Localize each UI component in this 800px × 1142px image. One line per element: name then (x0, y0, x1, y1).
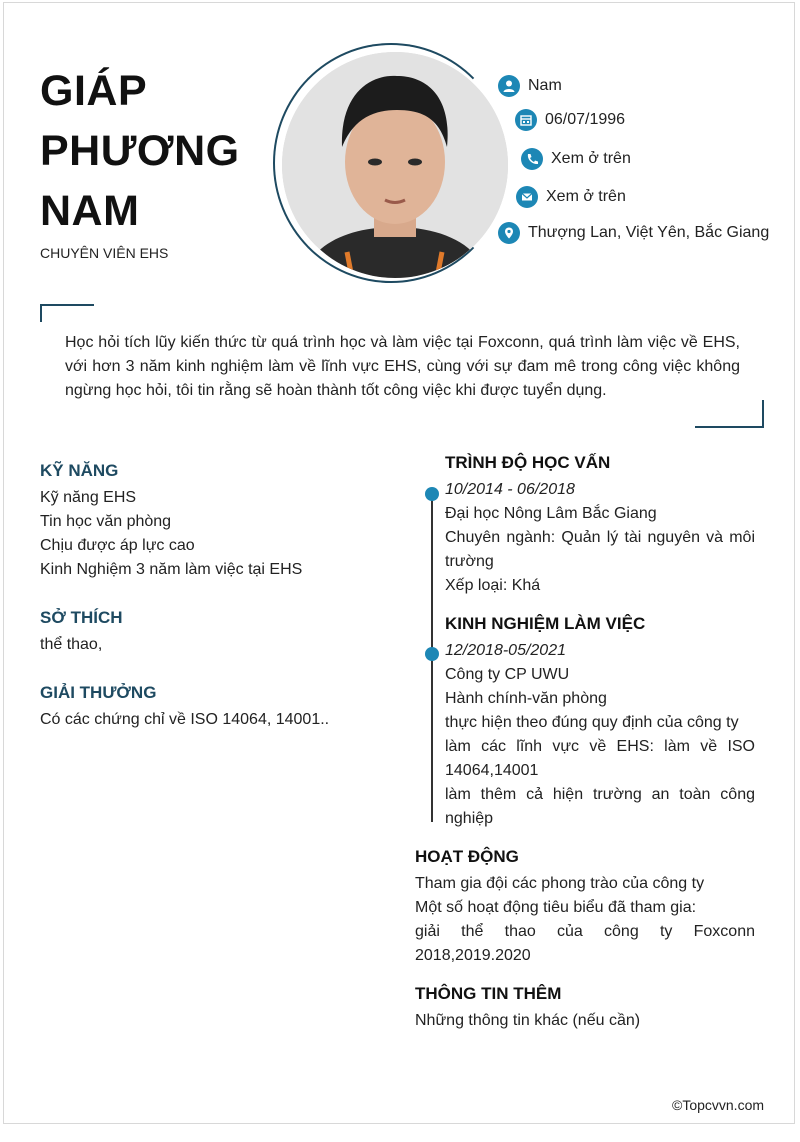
activities-text: giải thể thao của công ty Foxconn 2018,2019.2020 (415, 923, 755, 964)
gender-value: Nam (528, 77, 562, 94)
career-objective: Học hỏi tích lũy kiến thức từ quá trình học và làm việc tại Foxconn, quá trình làm việc về EHS, với hơn 3 năm kinh nghiệm làm về lĩnh vực EHS, cùng với sự đam mê trong công việc không ngừng học hỏi, tôi tin rằng sẽ hoàn thành tốt công việc khi được tuyển dụng. (65, 334, 740, 399)
skill-item: Chịu được áp lực cao (40, 537, 195, 554)
hobbies-heading: SỞ THÍCH (40, 608, 123, 627)
profile-photo (282, 52, 508, 278)
skill-item: Kỹ năng EHS (40, 489, 137, 506)
name-line-1: GIÁP (40, 67, 148, 115)
contact-address (498, 222, 769, 244)
location-icon (498, 222, 520, 244)
name-line-3: NAM (40, 187, 140, 235)
experience-duty: thực hiện theo đúng quy định của công ty (445, 714, 739, 731)
activities-text: Một số hoạt động tiêu biểu đã tham gia: (415, 899, 697, 916)
awards-heading: GIẢI THƯỞNG (40, 683, 157, 702)
birthday-value: 06/07/1996 (545, 111, 626, 128)
email-icon (516, 186, 538, 208)
contact-gender (498, 75, 562, 97)
phone-value: Xem ở trên (551, 150, 631, 167)
experience-duty: làm các lĩnh vực về EHS: làm về ISO 14064,14001 (445, 738, 755, 779)
activities-text: Tham gia đội các phong trào của công ty (415, 875, 705, 892)
education-school: Đại học Nông Lâm Bắc Giang (445, 505, 657, 522)
experience-company: Công ty CP UWU (445, 666, 570, 683)
calendar-icon (515, 109, 537, 131)
contact-birthday (515, 109, 625, 131)
timeline-dot (425, 647, 439, 661)
contact-email (516, 186, 626, 208)
skills-heading: KỸ NĂNG (40, 461, 119, 480)
education-major: Chuyên ngành: Quản lý tài nguyên và môi trường (445, 529, 755, 570)
experience-position: Hành chính-văn phòng (445, 690, 607, 707)
hobbies-text: thể thao, (40, 636, 103, 653)
objective-bracket-bottom (695, 400, 764, 428)
timeline-dot (425, 487, 439, 501)
phone-icon (521, 148, 543, 170)
contact-phone (521, 148, 631, 170)
job-title: CHUYÊN VIÊN EHS (40, 245, 169, 261)
name-line-2: PHƯƠNG (40, 127, 240, 175)
experience-heading: KINH NGHIỆM LÀM VIỆC (445, 614, 646, 633)
objective-bracket-top (40, 304, 94, 322)
education-grade: Xếp loại: Khá (445, 577, 541, 594)
experience-duty: làm thêm cả hiện trường an toàn công nghiệp (445, 786, 755, 827)
education-heading: TRÌNH ĐỘ HỌC VẤN (445, 453, 611, 472)
extra-info-text: Những thông tin khác (nếu cần) (415, 1012, 641, 1029)
experience-period: 12/2018-05/2021 (445, 642, 566, 659)
skill-item: Kinh Nghiệm 3 năm làm việc tại EHS (40, 561, 303, 578)
user-icon (498, 75, 520, 97)
awards-text: Có các chứng chỉ về ISO 14064, 14001.. (40, 711, 330, 728)
activities-heading: HOẠT ĐỘNG (415, 847, 519, 866)
address-value: Thượng Lan, Việt Yên, Bắc Giang (528, 224, 770, 241)
extra-info-heading: THÔNG TIN THÊM (415, 984, 562, 1003)
email-value: Xem ở trên (546, 188, 626, 205)
education-period: 10/2014 - 06/2018 (445, 481, 575, 498)
footer-credit: ©Topcvvn.com (672, 1097, 765, 1113)
skill-item: Tin học văn phòng (40, 513, 172, 530)
